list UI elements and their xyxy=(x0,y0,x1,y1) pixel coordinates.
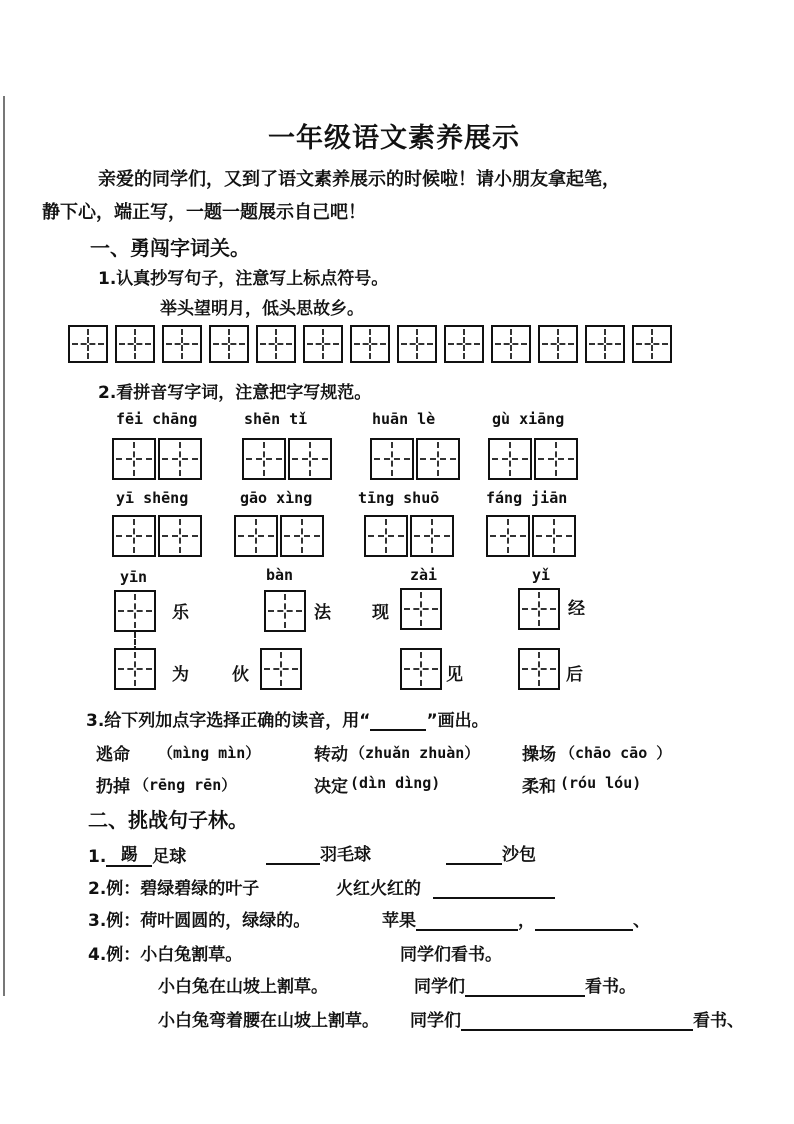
s2-q2-prompt-text: 火红火红的 xyxy=(336,879,421,899)
writing-box[interactable] xyxy=(416,438,460,480)
pinyin-label: shēn tǐ xyxy=(244,410,308,428)
writing-box[interactable] xyxy=(491,325,531,363)
answer-blank[interactable] xyxy=(446,863,502,865)
single-box xyxy=(518,648,560,690)
reading-item xyxy=(96,772,130,797)
writing-box[interactable] xyxy=(534,438,578,480)
single-box xyxy=(264,590,306,632)
answer-blank[interactable] xyxy=(465,995,585,997)
answer-pair xyxy=(112,515,204,557)
writing-box[interactable] xyxy=(209,325,249,363)
answer-pair xyxy=(370,438,462,480)
reading-options[interactable]: (róu lóu) xyxy=(560,774,642,792)
reading-item xyxy=(314,772,348,797)
pinyin-label: fáng jiān xyxy=(486,489,568,507)
writing-box[interactable] xyxy=(114,648,156,690)
s2-q1 xyxy=(88,840,186,867)
q1-sentence: 举头望明月，低头思故乡。 xyxy=(160,299,364,319)
answer-pair xyxy=(364,515,456,557)
writing-box[interactable] xyxy=(242,438,286,480)
reading-options[interactable]: （zhuǎn zhuàn） xyxy=(350,744,480,762)
pinyin-label: fēi chāng xyxy=(116,410,198,428)
reading-item xyxy=(522,772,556,797)
writing-box[interactable] xyxy=(585,325,625,363)
writing-box[interactable] xyxy=(518,648,560,690)
answer-pair xyxy=(242,438,334,480)
writing-box[interactable] xyxy=(112,515,156,557)
reading-word: 决定 xyxy=(314,777,348,797)
writing-box[interactable] xyxy=(538,325,578,363)
reading-word: 扔掉 xyxy=(96,777,130,797)
pinyin-label: huān lè xyxy=(372,410,436,428)
s2-q3-tail: 、 xyxy=(633,911,650,931)
s2-q1-c xyxy=(446,840,536,865)
reading-item xyxy=(522,740,556,765)
writing-box[interactable] xyxy=(280,515,324,557)
single-box xyxy=(518,588,560,630)
given-char: 后 xyxy=(566,665,583,685)
given-char: 现 xyxy=(372,603,389,623)
writing-box[interactable] xyxy=(264,590,306,632)
s2-q3-prompt xyxy=(382,906,650,931)
writing-box[interactable] xyxy=(288,438,332,480)
s2-q1-item2: 羽毛球 xyxy=(320,845,371,865)
s2-q4-prompt1: 同学们看书。 xyxy=(400,945,502,965)
s2-q1-example: 踢 xyxy=(106,840,152,867)
reading-word: 转动 xyxy=(314,745,348,765)
q3-instruction-post: ”画出。 xyxy=(426,711,489,731)
answer-pair xyxy=(488,438,580,480)
writing-box[interactable] xyxy=(162,325,202,363)
writing-box[interactable] xyxy=(400,648,442,690)
single-box xyxy=(400,588,442,630)
writing-box[interactable] xyxy=(400,588,442,630)
section2-heading: 二、挑战句子林。 xyxy=(88,808,248,832)
single-box xyxy=(114,590,156,632)
s2-q4-label: 4.例：小白兔割草。 xyxy=(88,945,243,965)
given-char: 经 xyxy=(568,599,585,619)
page-edge-line xyxy=(3,96,5,996)
single-box xyxy=(260,648,302,690)
reading-options[interactable]: （chāo cāo ） xyxy=(560,744,672,762)
reading-options[interactable]: (dìn dìng) xyxy=(350,774,441,792)
single-box xyxy=(114,648,156,690)
pinyin-label: tīng shuō xyxy=(358,489,440,507)
writing-box[interactable] xyxy=(115,325,155,363)
pinyin-label: gāo xìng xyxy=(240,489,313,507)
writing-box[interactable] xyxy=(488,438,532,480)
reading-word: 逃命 xyxy=(96,745,130,765)
writing-box[interactable] xyxy=(234,515,278,557)
s2-q3-comma: ， xyxy=(518,911,535,931)
pinyin-label: yīn xyxy=(120,568,148,586)
writing-box[interactable] xyxy=(444,325,484,363)
q3-instruction-pre: 3.给下列加点字选择正确的读音，用“ xyxy=(86,711,371,731)
intro-line-1: 亲爱的同学们，又到了语文素养展示的时候啦！请小朋友拿起笔， xyxy=(98,169,620,190)
writing-box[interactable] xyxy=(370,438,414,480)
writing-box[interactable] xyxy=(364,515,408,557)
writing-box[interactable] xyxy=(632,325,672,363)
answer-blank[interactable] xyxy=(266,863,320,865)
copy-grid xyxy=(68,325,679,363)
s2-q1-b xyxy=(266,840,371,865)
underline-sample xyxy=(370,729,426,731)
pinyin-label: bàn xyxy=(266,566,294,584)
reading-options[interactable]: （mìng mìn） xyxy=(158,744,261,762)
q3-instruction xyxy=(86,706,489,731)
answer-blank[interactable] xyxy=(535,929,633,931)
s2-q4-ex2: 小白兔在山坡上割草。 xyxy=(158,977,328,997)
s2-q2-prompt xyxy=(336,874,555,899)
writing-box[interactable] xyxy=(397,325,437,363)
writing-box[interactable] xyxy=(114,590,156,632)
writing-box[interactable] xyxy=(486,515,530,557)
given-char: 伙 xyxy=(232,665,249,685)
pinyin-label: yǐ xyxy=(532,566,551,584)
writing-box[interactable] xyxy=(518,588,560,630)
writing-box[interactable] xyxy=(350,325,390,363)
reading-item xyxy=(314,740,348,765)
pinyin-label: zài xyxy=(410,566,438,584)
s2-q3-label: 3.例：荷叶圆圆的，绿绿的。 xyxy=(88,911,311,931)
s2-q4-p3 xyxy=(410,1006,744,1031)
writing-box[interactable] xyxy=(158,438,202,480)
s2-q3-prompt-text: 苹果 xyxy=(382,911,416,931)
answer-pair xyxy=(234,515,326,557)
writing-box[interactable] xyxy=(158,515,202,557)
writing-box[interactable] xyxy=(260,648,302,690)
s2-q2-label: 2.例：碧绿碧绿的叶子 xyxy=(88,879,260,899)
s2-q4-p3-post: 看书、 xyxy=(693,1011,744,1031)
given-char: 乐 xyxy=(172,603,189,623)
writing-box[interactable] xyxy=(112,438,156,480)
s2-q1-item1: 足球 xyxy=(152,847,187,867)
intro-line-2: 静下心，端正写，一题一题展示自己吧！ xyxy=(42,202,366,223)
answer-blank[interactable] xyxy=(461,1029,693,1031)
q2-instruction: 2.看拼音写字词，注意把字写规范。 xyxy=(98,383,372,403)
reading-item xyxy=(96,740,130,765)
reading-word: 柔和 xyxy=(522,777,556,797)
page-title: 一年级语文素养展示 xyxy=(268,123,520,154)
s2-q1-item3: 沙包 xyxy=(502,845,536,865)
reading-word: 操场 xyxy=(522,745,556,765)
writing-box[interactable] xyxy=(68,325,108,363)
writing-box[interactable] xyxy=(532,515,576,557)
s2-q4-p2-post: 看书。 xyxy=(585,977,636,997)
given-char: 法 xyxy=(314,603,331,623)
given-char: 见 xyxy=(446,665,463,685)
reading-options[interactable]: （rēng rēn） xyxy=(134,776,237,794)
writing-box[interactable] xyxy=(303,325,343,363)
q1-instruction: 1.认真抄写句子，注意写上标点符号。 xyxy=(98,269,389,289)
given-char: 为 xyxy=(172,665,189,685)
s2-q4-p2 xyxy=(414,972,636,997)
pinyin-label: yī shēng xyxy=(116,489,189,507)
section1-heading: 一、勇闯字词关。 xyxy=(90,236,250,260)
answer-blank[interactable] xyxy=(416,929,518,931)
single-box xyxy=(400,648,442,690)
writing-box[interactable] xyxy=(256,325,296,363)
s2-q1-num: 1. xyxy=(88,847,107,867)
s2-q4-ex3: 小白兔弯着腰在山坡上割草。 xyxy=(158,1011,379,1031)
answer-blank[interactable] xyxy=(433,897,555,899)
s2-q4-p2-pre: 同学们 xyxy=(414,977,465,997)
answer-pair xyxy=(486,515,578,557)
answer-pair xyxy=(112,438,204,480)
s2-q4-p3-pre: 同学们 xyxy=(410,1011,461,1031)
writing-box[interactable] xyxy=(410,515,454,557)
pinyin-label: gù xiāng xyxy=(492,410,565,428)
